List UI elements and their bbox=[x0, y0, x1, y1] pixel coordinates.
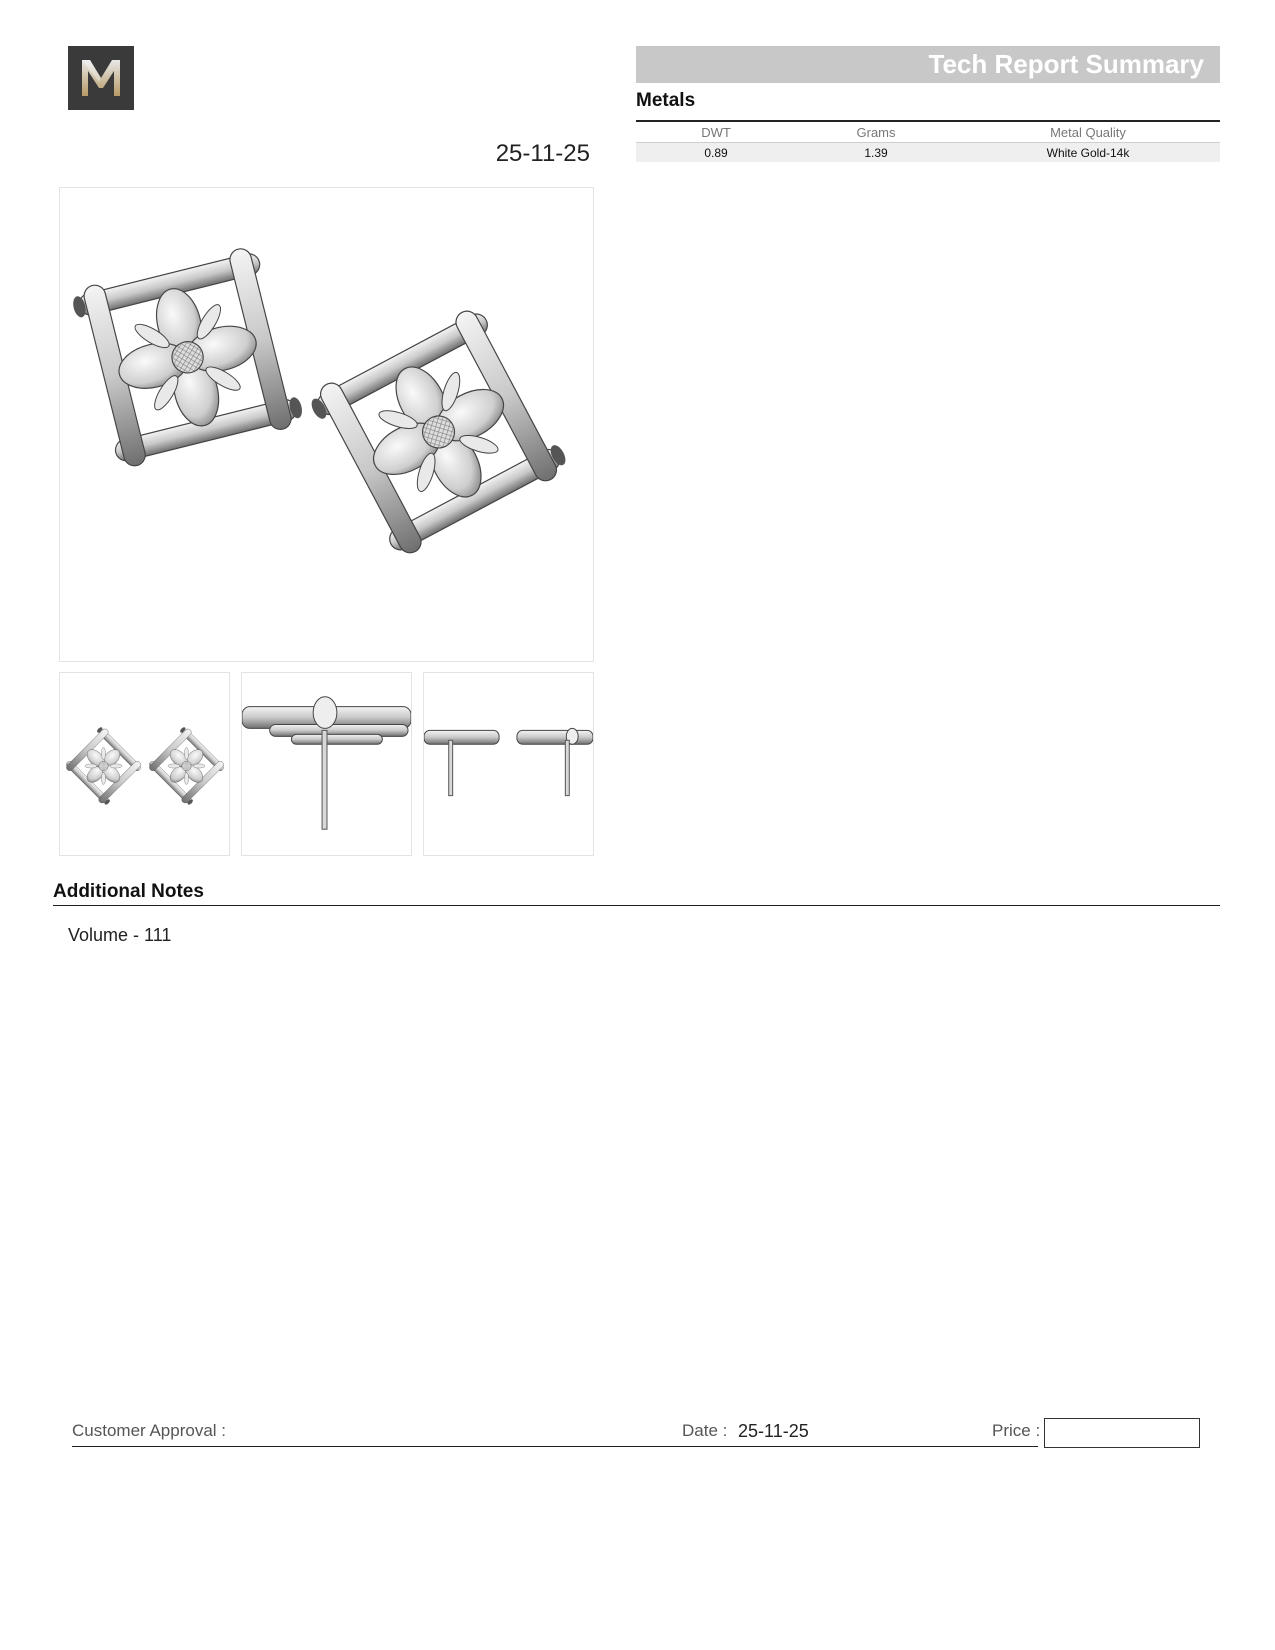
report-title: Tech Report Summary bbox=[928, 49, 1204, 79]
cell-grams: 1.39 bbox=[796, 143, 956, 163]
earring-side-closeup-thumb bbox=[242, 673, 411, 855]
report-date: 25-11-25 bbox=[495, 140, 590, 167]
price-label: Price : bbox=[992, 1421, 1041, 1440]
thumbnail-side-closeup[interactable] bbox=[241, 672, 412, 856]
m-logo-icon bbox=[68, 46, 134, 110]
report-title-bar bbox=[636, 46, 1220, 83]
metals-header-row bbox=[636, 122, 1220, 143]
thumbnail-side-view[interactable] bbox=[423, 672, 594, 856]
earring-side-view-thumb bbox=[424, 673, 593, 855]
column-header-metal-quality: Metal Quality bbox=[956, 122, 1220, 143]
cell-dwt: 0.89 bbox=[636, 143, 796, 163]
earring-pair-render bbox=[60, 188, 593, 661]
column-header-grams: Grams bbox=[796, 122, 956, 143]
company-logo bbox=[68, 46, 134, 110]
metals-section-title: Metals bbox=[636, 90, 696, 111]
approval-date-value: 25-11-25 bbox=[738, 1421, 809, 1441]
main-product-image bbox=[59, 187, 594, 662]
earring-front-view-thumb bbox=[60, 673, 229, 855]
customer-approval-label: Customer Approval : bbox=[72, 1421, 227, 1440]
thumbnail-front-view[interactable] bbox=[59, 672, 230, 856]
approval-signature-line[interactable] bbox=[72, 1446, 1038, 1447]
column-header-dwt: DWT bbox=[636, 122, 796, 143]
notes-divider bbox=[53, 905, 1220, 906]
table-row bbox=[636, 143, 1220, 163]
cell-metal-quality: White Gold-14k bbox=[956, 143, 1220, 163]
approval-date-label: Date : bbox=[682, 1421, 728, 1440]
notes-section-title: Additional Notes bbox=[53, 881, 204, 902]
notes-text: Volume - 111 bbox=[68, 925, 172, 945]
price-field[interactable] bbox=[1044, 1418, 1200, 1448]
metals-table bbox=[636, 122, 1220, 162]
